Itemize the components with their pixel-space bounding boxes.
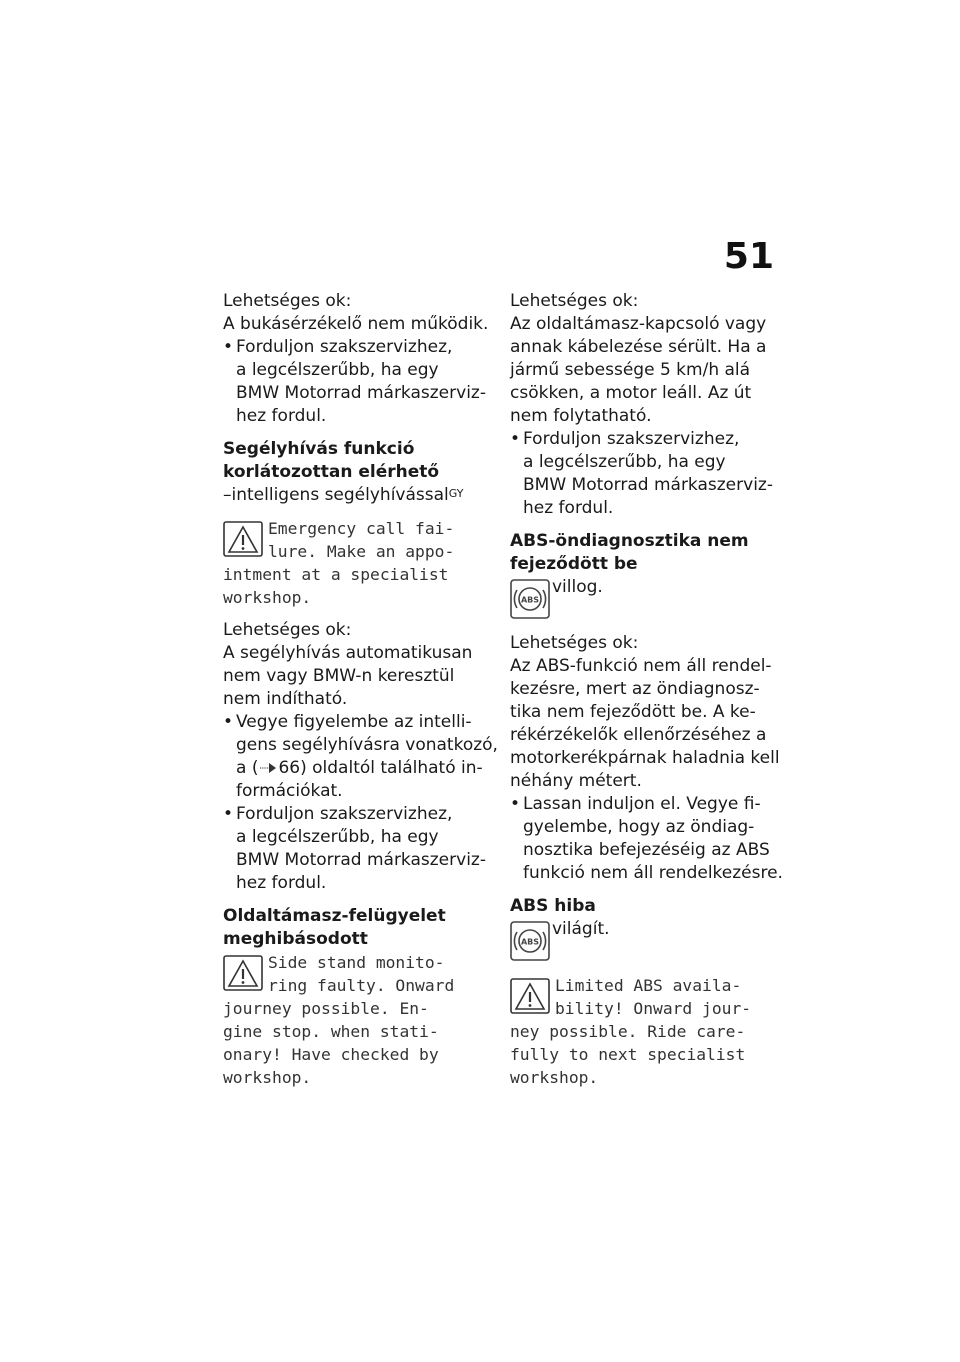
- abs-warning-icon: [510, 921, 550, 961]
- svg-text:ABS: ABS: [520, 937, 540, 947]
- svg-text:ABS: ABS: [520, 595, 540, 605]
- section-heading: Oldaltámasz-felügyelet meghibásodott: [223, 906, 446, 949]
- abs-indicator-row: ABS villog.: [510, 576, 790, 622]
- page-reference-arrow-icon: [258, 762, 278, 774]
- list-item: • Vegye figyelembe az intelli- gens segélyhívásra vonatkozó, a ( 66) oldaltól található in- formációkat.: [223, 712, 498, 801]
- warning-triangle-icon: [510, 978, 550, 1014]
- cause-text: A bukásérzékelő nem működik.: [223, 314, 489, 334]
- page-reference[interactable]: a ( 66) oldaltól található in-: [236, 758, 483, 778]
- cause-label: Lehetséges ok:: [223, 291, 352, 311]
- list-item: • Forduljon szakszervizhez, a legcélszerűbb, ha egy BMW Motorrad márkaszerviz- hez fordul.: [510, 429, 773, 518]
- page-number: 51: [723, 236, 774, 277]
- warning-message: Emergency call fai- lure. Make an appo- intment at a specialist workshop.: [223, 519, 455, 607]
- cause-text: Az oldaltámasz-kapcsoló vagy: [510, 314, 767, 334]
- warning-triangle-icon: [223, 955, 263, 991]
- left-column: Lehetséges ok: A bukásérzékelő nem működik. • Forduljon szakszervizhez, a legcélszerűbb, ha egy BMW Motorrad márkaszerviz- hez fordul. Segélyhívás funkció korlátozottan elérhető –intelligens segélyhívással$^{GY}$ Emergency call fai- lure. Make an appo- intment at a specialist workshop. Lehetséges ok: A segélyhívás automatikusan nem vagy BMW-n keresztül nem indítható. • Vegye figyelembe az intelli- gens segélyhívásra vonatkozó, a ( 66) oldaltól található in- formációkat. • Forduljon szakszervizhez, a legcélszerűbb, ha egy BMW Motorrad márkaszerviz- hez fordul. Oldaltámasz-felügyelet meghibásodott Side stand monito- ring faulty. Onward journey possible. En- gine stop. when stati- onary! Have checked by workshop.: [223, 291, 498, 1087]
- cause-text: Az ABS-funkció nem áll rendel-: [510, 656, 772, 676]
- cause-label: Lehetséges ok:: [223, 620, 352, 640]
- section-heading: ABS-öndiagnosztika nem fejeződött be: [510, 531, 749, 574]
- bullet-dot-icon: •: [510, 429, 521, 449]
- cause-label: Lehetséges ok:: [510, 633, 639, 653]
- bullet-dot-icon: •: [510, 794, 521, 814]
- section-heading: Segélyhívás funkció korlátozottan elérhető –intelligens segélyhívással$^{GY}$: [223, 438, 495, 507]
- bullet-dot-icon: •: [223, 712, 234, 732]
- bullet-dot-icon: •: [223, 804, 234, 824]
- heading-subtitle: –intelligens segélyhívással$^{GY}$: [223, 485, 464, 505]
- abs-warning-icon: [510, 579, 550, 619]
- right-column: Lehetséges ok: Az oldaltámasz-kapcsoló vagy annak kábelezése sérült. Ha a jármű sebessége 5 km/h alá csökken, a motor leáll. Az út nem folytatható. • Forduljon szakszervizhez, a legcélszerűbb, ha egy BMW Motorrad márkaszerviz- hez fordul. ABS-öndiagnosztika nem fejeződött be ABS villog. Lehetséges ok: Az ABS-funkció nem áll rendel- kezésre, mert az öndiagnosz- tika nem fejeződött be. A ke- rékérzékelők ellenőrzéséhez a motorkerékpárnak haladnia kell néhány métert. • Lassan induljon el. Vegye fi- gyelembe, hogy az öndiag- nosztika befejezéséig az ABS funkció nem áll rendelkezésre. ABS hiba ABS világít. Limited ABS availa- bility! Onward jour- ney possible. Ride care- fully to next specialist workshop.: [510, 290, 790, 1089]
- cause-label: Lehetséges ok:: [510, 291, 639, 311]
- warning-message: Limited ABS availa- bility! Onward jour- ney possible. Ride care- fully to next specialist workshop.: [510, 976, 752, 1087]
- bullet-dot-icon: •: [223, 337, 234, 357]
- list-item: • Lassan induljon el. Vegye fi- gyelembe, hogy az öndiag- nosztika befejezéséig az ABS funkció nem áll rendelkezésre.: [510, 794, 783, 883]
- cause-text: A segélyhívás automatikusan: [223, 643, 473, 663]
- warning-triangle-icon: [223, 521, 263, 557]
- warning-message: Side stand monito- ring faulty. Onward journey possible. En- gine stop. when stati- onary! Have checked by workshop.: [223, 953, 455, 1087]
- abs-indicator-row: ABS világít.: [510, 918, 790, 964]
- list-item: • Forduljon szakszervizhez, a legcélszerűbb, ha egy BMW Motorrad márkaszerviz- hez fordul.: [223, 337, 486, 426]
- list-item: • Forduljon szakszervizhez, a legcélszerűbb, ha egy BMW Motorrad márkaszerviz- hez fordul.: [223, 804, 486, 893]
- section-heading: ABS hiba: [510, 896, 596, 916]
